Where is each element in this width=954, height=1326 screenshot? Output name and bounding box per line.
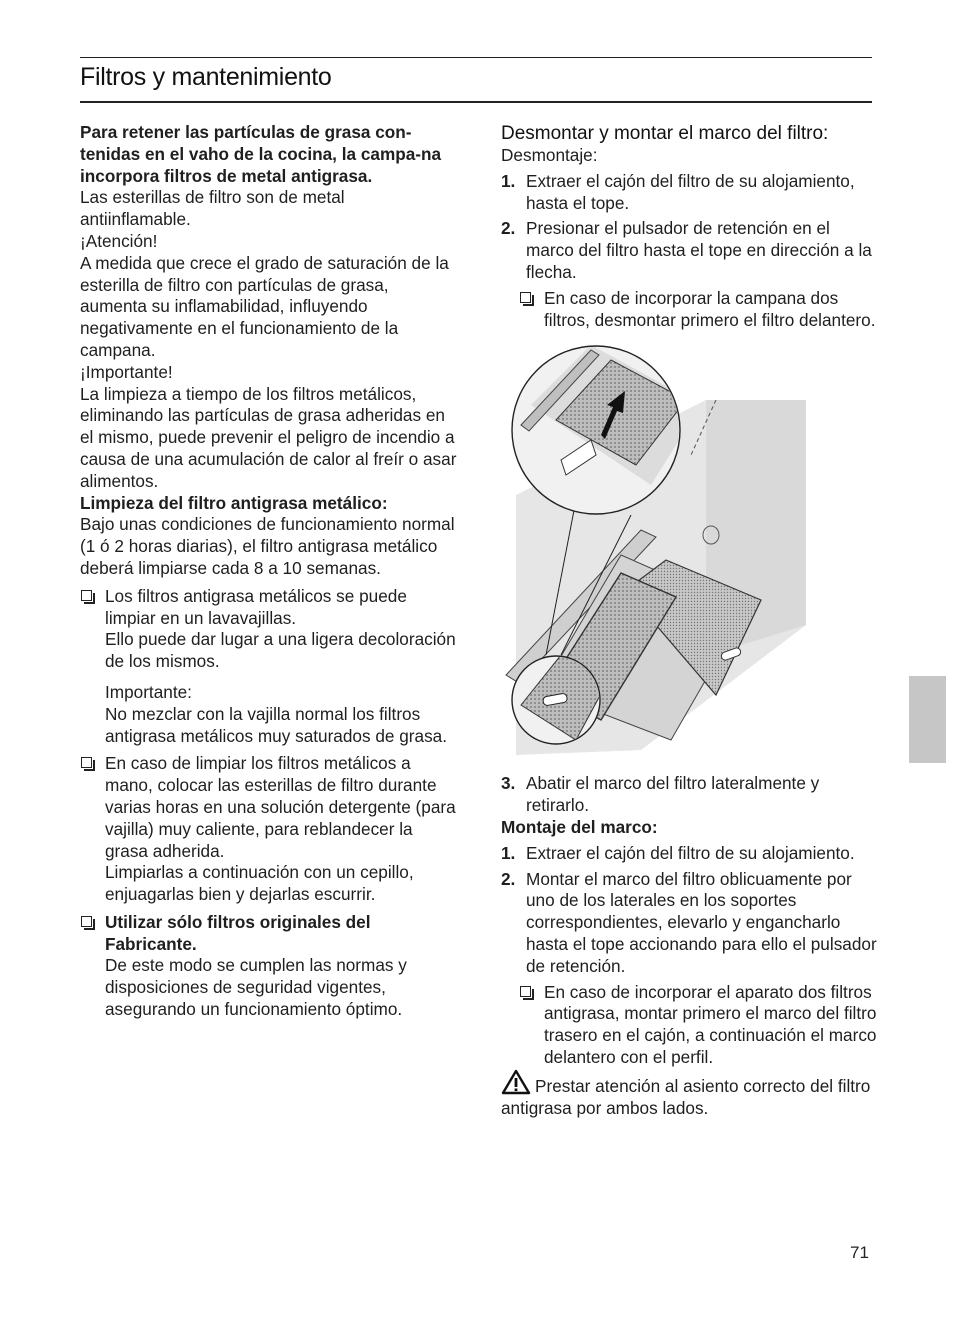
warning-note (501, 1069, 879, 1120)
bullet-text: De este modo se cumplen las normas y disposiciones de seguridad vigentes, asegurando un funcionamiento óptimo. (105, 955, 407, 1020)
cleaning-heading: Limpieza del filtro antigrasa metálico: (80, 492, 388, 513)
step-text: Presionar el pulsador de retención en el marco del filtro hasta el tope en dirección a la flecha. (526, 218, 872, 282)
filter-removal-illustration (501, 345, 811, 757)
bullet-text: En caso de limpiar los filtros metálicos a mano, colocar las esterillas de filtro durante varias horas en una solución detergente (para vajilla) muy caliente, para reblandecer la grasa adherida. (105, 753, 456, 861)
note-text: No mezclar con la vajilla normal los filtros antigrasa metálicos muy saturados de grasa. (105, 703, 448, 746)
important-text: La limpieza a tiempo de los filtros metálicos, eliminando las partículas de grasa adheridas en el mismo, puede prevenir el peligro de incendio a causa de una acumulación de calor al freír o asar alimentos. (80, 383, 457, 491)
warning-text: Prestar atención al asiento correcto del filtro antigrasa por ambos lados. (501, 1075, 871, 1118)
page-title: Filtros y mantenimiento (80, 63, 332, 91)
attention-label: ¡Atención! (80, 230, 158, 251)
left-column (80, 122, 460, 1021)
mount-sub-bullet (519, 982, 879, 1069)
checkbox-bullet-icon (81, 916, 92, 927)
removal-step (501, 773, 879, 817)
step-number: 3. (501, 773, 516, 794)
warning-triangle-icon (501, 1069, 531, 1095)
cleaning-text: Bajo unas condiciones de funcionamiento normal (1 ó 2 horas diarias), el filtro antigrasa metálico deberá limpiarse cada 8 a 10 semanas. (80, 514, 455, 578)
step-number: 1. (501, 842, 516, 863)
intro-bold-text: Para retener las partículas de grasa con-tenidas en el vaho de la cocina, la campa-na incorpora filtros de metal antigrasa. (80, 122, 442, 186)
cleaning-bullet-original-filters (80, 912, 460, 1021)
important-label: ¡Importante! (80, 361, 173, 382)
step-text: Extraer el cajón del filtro de su alojamiento, hasta el tope. (526, 170, 855, 213)
bullet-text: En caso de incorporar la campana dos filtros, desmontar primero el filtro delantero. (544, 287, 876, 330)
mount-step (501, 869, 879, 978)
filter-removal-svg (501, 345, 811, 757)
cleaning-bullet-dishwasher (80, 586, 460, 673)
step-number: 1. (501, 170, 516, 191)
checkbox-bullet-icon (520, 292, 531, 303)
mount-label: Montaje del marco: (501, 816, 658, 837)
chapter-side-tab (909, 676, 946, 763)
cleaning-bullet-by-hand (80, 753, 460, 906)
bullet-text: Ello puede dar lugar a una ligera decoloración de los mismos. (105, 629, 456, 672)
removal-step (501, 171, 879, 215)
attention-text: A medida que crece el grado de saturación de la esterilla de filtro con partículas de grasa, aumenta su inflamabilidad, influyendo negativamente en el funcionamiento de la campana. (80, 252, 449, 360)
bullet-text: Limpiarlas a continuación con un cepillo, enjuagarlas bien y dejarlas escurrir. (105, 862, 414, 905)
removal-step (501, 218, 879, 283)
header-top-rule (80, 57, 872, 58)
step-number: 2. (501, 868, 516, 889)
right-column (501, 122, 879, 1119)
step-text: Montar el marco del filtro oblicuamente por uno de los laterales en los soportes correspondientes, elevarlo y engancharlo hasta el tope accionando para ello el pulsador de retención. (526, 868, 877, 976)
bullet-text: En caso de incorporar el aparato dos filtros antigrasa, montar primero el marco del filtro trasero en el cajón, a continuación el marco delantero con el perfil. (544, 981, 877, 1067)
header-bottom-rule (80, 101, 872, 103)
dishwasher-note (80, 682, 460, 747)
removal-label: Desmontaje: (501, 145, 598, 165)
page-number: 71 (850, 1243, 869, 1262)
checkbox-bullet-icon (520, 986, 531, 997)
checkbox-bullet-icon (81, 757, 92, 768)
intro-text: Las esterillas de filtro son de metal antiinflamable. (80, 187, 345, 230)
removal-sub-bullet (519, 288, 879, 332)
checkbox-bullet-icon (81, 590, 92, 601)
step-text: Extraer el cajón del filtro de su alojamiento. (526, 842, 855, 863)
step-number: 2. (501, 218, 516, 239)
mount-step (501, 843, 879, 865)
section-heading: Desmontar y montar el marco del filtro: (501, 123, 829, 144)
step-text: Abatir el marco del filtro lateralmente y retirarlo. (526, 773, 820, 816)
bullet-bold-text: Utilizar sólo filtros originales del Fabricante. (105, 911, 371, 954)
bullet-text: Los filtros antigrasa metálicos se puede limpiar en un lavavajillas. (105, 585, 407, 628)
note-label: Importante: (105, 681, 192, 702)
